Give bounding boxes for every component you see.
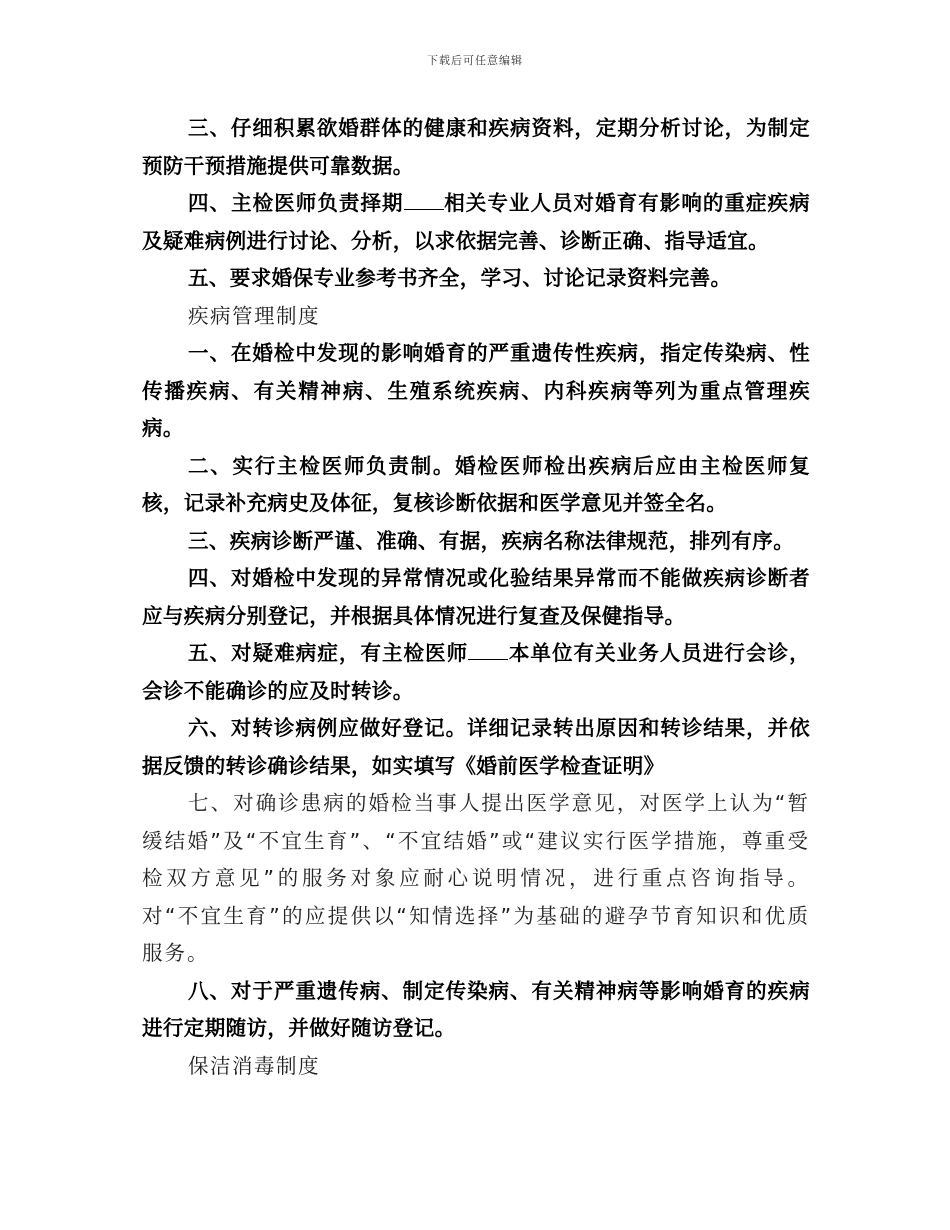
paragraph-7-medical-opinion: 七、对确诊患病的婚检当事人提出医学意见，对医学上认为“暂缓结婚”及“不宜生育”、“不宜结婚”或“建议实行医学措施，尊重受检双方意见”的服务对象应耐心说明情况，进行重点咨询指导。对“不宜生育”的应提供以“知情选择”为基础的避孕节育知识和优质服务。 [142,791,810,965]
paragraph-4-case-discussion [142,185,810,260]
paragraph-text-before-blank: 四、主检医师负责择期 [188,191,404,215]
fill-in-blank [468,639,508,660]
paragraph-3-diagnosis: 三、疾病诊断严谨、准确、有据，疾病名称法律规范，排列有序。 [188,528,795,553]
page-header: 下载后可任意编辑 [427,54,523,67]
paragraph-6-referral: 六、对转诊病例应做好登记。详细记录转出原因和转诊结果，并依据反馈的转诊确诊结果，如实填写《婚前医学检查证明》 [142,716,810,778]
paragraph-text-before-blank: 五、对疑难病症，有主检医师 [188,641,469,665]
paragraph-3-data-analysis: 三、仔细积累欲婚群体的健康和疾病资料，定期分析讨论，为制定预防干预措施提供可靠数据。 [142,116,810,178]
paragraph-text-after-blank: 本单位有关业务人员进行会诊，会诊不能确诊的应及时转诊。 [142,641,810,703]
document-body [142,110,810,1085]
paragraph-4-abnormal-results: 四、对婚检中发现的异常情况或化验结果异常而不能做疾病诊断者应与疾病分别登记，并根据具体情况进行复查及保健指导。 [142,566,810,628]
paragraph-1-key-diseases: 一、在婚检中发现的影响婚育的严重遗传性疾病，指定传染病、性传播疾病、有关精神病、生殖系统疾病、内科疾病等列为重点管理疾病。 [142,341,810,440]
section-heading-disease-management: 疾病管理制度 [188,303,320,328]
paragraph-8-follow-up: 八、对于严重遗传病、制定传染病、有关精神病等影响婚育的疾病进行定期随访，并做好随访登记。 [142,978,810,1040]
fill-in-blank [404,189,444,210]
paragraph-5-consultation [142,635,810,710]
section-heading-cleaning-disinfection: 保洁消毒制度 [188,1053,320,1078]
paragraph-2-chief-physician: 二、实行主检医师负责制。婚检医师检出疾病后应由主检医师复核，记录补充病史及体征，复核诊断依据和医学意见并签全名。 [142,453,810,515]
paragraph-5-reference-books: 五、要求婚保专业参考书齐全，学习、讨论记录资料完善。 [188,266,732,290]
paragraph-text-after-blank: 相关专业人员对婚育有影响的重症疾病及疑难病例进行讨论、分析，以求依据完善、诊断正确、指导适宜。 [142,191,810,253]
